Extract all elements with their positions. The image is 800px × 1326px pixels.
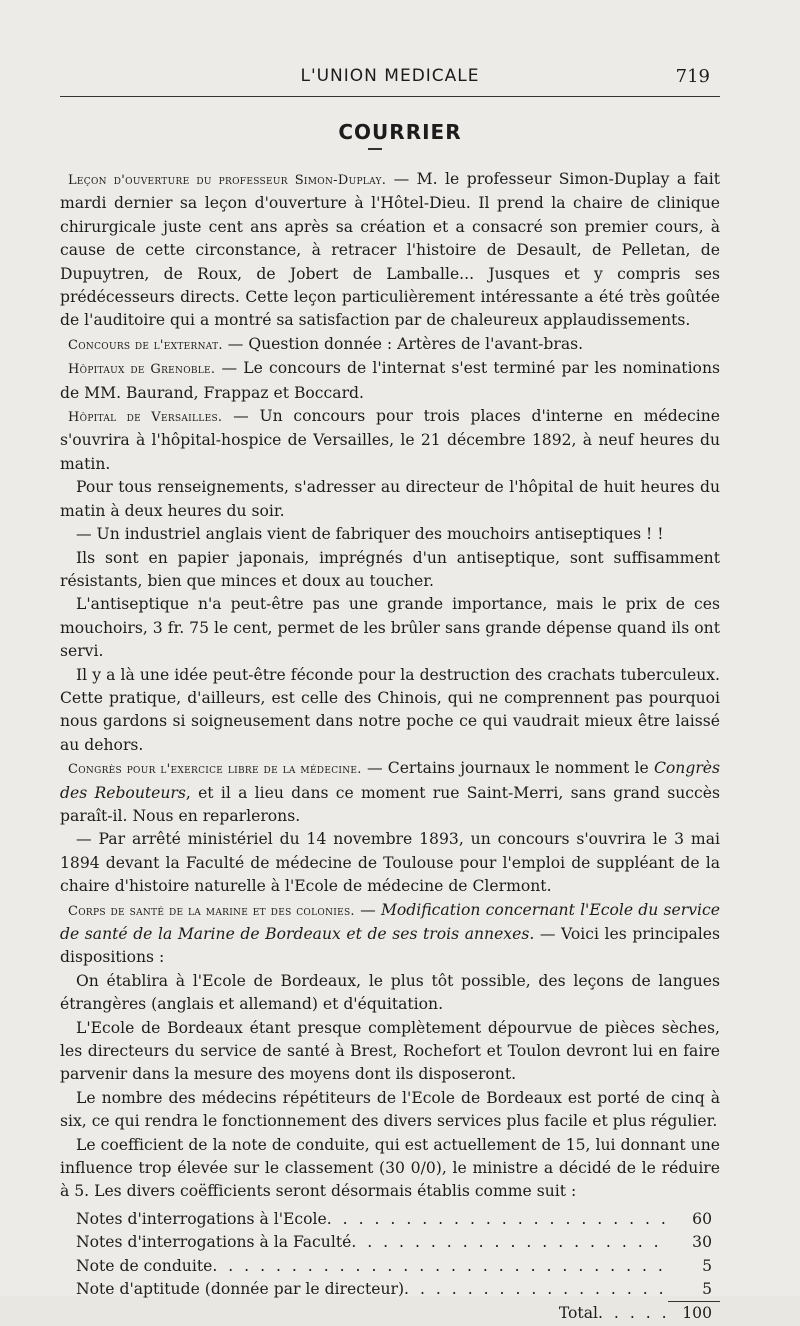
paragraph-text: — Un concours pour trois places d'interne en médecine s'ouvrira à l'hôpital-hospice de Versailles, le 21 décembre 1892, à neuf heures du matin. — [60, 407, 720, 473]
leader-dots — [598, 1302, 668, 1325]
paragraph-marine — [60, 899, 720, 970]
title-dash — [368, 148, 382, 150]
paragraph-heading: Concours de l'externat. — [68, 337, 223, 353]
coefficient-label: Note d'aptitude (donnée par le directeur) — [76, 1280, 405, 1299]
coefficient-value: 5 — [702, 1256, 712, 1275]
leader-dots — [212, 1255, 668, 1278]
paragraph-repetiteurs: Le nombre des médecins répétiteurs de l'Ecole de Bordeaux est porté de cinq à six, ce qui rendra le fonctionnement des divers services plus facile et plus régulier. — [60, 1088, 720, 1131]
coefficient-row — [60, 1208, 720, 1231]
paragraph-heading: Corps de santé de la marine et des colonies. — [68, 903, 355, 919]
article-body — [60, 168, 720, 1325]
total-value: 100 — [668, 1301, 720, 1325]
total-row — [60, 1301, 720, 1324]
page-number: 719 — [675, 66, 710, 87]
coefficient-row — [60, 1278, 720, 1301]
header-rule — [60, 96, 720, 97]
section-title: COURRIER — [338, 120, 462, 144]
paragraph-text: — M. le professeur Simon-Duplay a fait mardi dernier sa leçon d'ouverture à l'Hôtel-Dieu. Il prend la chaire de clinique chirurgicale juste cent ans après sa création et a consacré son premier cours, à cause de cette circonstance, à retracer l'histoire de Desault, de Pelletan, de Dupuytren, de Roux, de Jobert de Lamballe... Jusques et y compris ses prédécesseurs directs. Cette leçon particulièrement intéressante a été très goûtée de l'auditoire qui a montré sa satisfaction par de chaleureux applaudissements. — [60, 170, 720, 330]
paragraph-text: — Voici les principales dispositions : — [60, 925, 721, 967]
leader-dots — [327, 1208, 668, 1231]
paragraph-text: — Question donnée : Artères de l'avant-bras. — [222, 334, 584, 353]
paragraph-versailles — [60, 405, 720, 476]
paragraph-toulouse: — Par arrêté ministériel du 14 novembre 1893, un concours s'ouvrira le 3 mai 1894 devant la Faculté de médecine de Toulouse pour l'emploi de suppléant de la chaire d'histoire naturelle à l'Ecole de médecine de Clermont. — [60, 830, 720, 896]
paragraph-simon-duplay — [60, 168, 720, 333]
paragraph-pieces-seches: L'Ecole de Bordeaux étant presque complètement dépourvue de pièces sèches, les directeurs du service de santé à Brest, Rochefort et Toulon devront lui en faire parvenir dans la mesure des moyens dont ils disposeront. — [60, 1018, 720, 1084]
paragraph-grenoble — [60, 357, 720, 405]
paragraph-heading: Congrès pour l'exercice libre de la médecine. — [68, 762, 362, 778]
paragraph-heading: Leçon d'ouverture du professeur Simon-Duplay. — [68, 173, 387, 188]
paragraph-externat — [60, 333, 720, 357]
coefficient-value: 60 — [692, 1209, 712, 1228]
paragraph-text: — Certains journaux le nomment le — [361, 759, 654, 778]
paragraph-papier-japonais: Ils sont en papier japonais, imprégnés d'un antiseptique, sont suffisamment résistants, bien que minces et doux au toucher. — [60, 548, 720, 590]
paragraph-crachats: Il y a là une idée peut-être féconde pour la destruction des crachats tuberculeux. Cette pratique, d'ailleurs, est celle des Chinois, qui ne comprennent pas pourquoi nous gardons si soigneusement dans notre poche ce qui vaudrait mieux être laissé au dehors. — [60, 665, 720, 754]
paragraph-congres — [60, 757, 720, 828]
paragraph-italic: Congrès des Rebouteurs — [60, 759, 720, 802]
coefficient-label: Note de conduite — [76, 1256, 213, 1275]
coefficient-label: Notes d'interrogations à la Faculté — [76, 1233, 352, 1252]
paragraph-text: , et il a lieu dans ce moment rue Saint-Merri, sans grand succès paraît-il. Nous en reparlerons. — [60, 783, 720, 825]
coefficient-value: 5 — [702, 1280, 712, 1299]
leader-dots — [351, 1231, 668, 1254]
paragraph-italic: Modification concernant l'Ecole du service de santé de la Marine de Bordeaux et de ses trois annexes. — [60, 900, 720, 943]
total-label: Total — [558, 1304, 598, 1323]
coefficients-table — [60, 1208, 720, 1325]
running-title: L'UNION MEDICALE — [300, 66, 480, 86]
coefficient-row — [60, 1255, 720, 1278]
coefficient-value: 30 — [692, 1233, 712, 1252]
paragraph-text: — — [354, 900, 381, 919]
paragraph-coefficient: Le coefficient de la note de conduite, qui est actuellement de 15, lui donnant une influence trop élevée sur le classement (30 0/0), le ministre a décidé de le réduire à 5. Les divers coëfficients seront désormais établis comme suit : — [60, 1135, 720, 1201]
paragraph-renseignements: Pour tous renseignements, s'adresser au directeur de l'hôpital de huit heures du matin à deux heures du soir. — [60, 478, 720, 520]
coefficient-row — [60, 1231, 720, 1254]
paragraph-langues: On établira à l'Ecole de Bordeaux, le plus tôt possible, des leçons de langues étrangères (anglais et allemand) et d'équitation. — [60, 971, 720, 1014]
coefficient-label: Notes d'interrogations à l'Ecole — [76, 1209, 327, 1228]
page-header — [60, 66, 720, 92]
paragraph-heading: Hôpital de Versailles. — [68, 410, 223, 426]
paragraph-mouchoirs: — Un industriel anglais vient de fabriquer des mouchoirs antiseptiques ! ! — [76, 525, 664, 544]
paragraph-text: — Le concours de l'internat s'est terminé par les nominations de MM. Baurand, Frappaz et Boccard. — [60, 359, 720, 402]
paragraph-heading: Hôpitaux de Grenoble. — [68, 362, 216, 378]
leader-dots — [404, 1278, 668, 1301]
paragraph-antiseptique: L'antiseptique n'a peut-être pas une grande importance, mais le prix de ces mouchoirs, 3 fr. 75 le cent, permet de les brûler sans grande dépense quand ils ont servi. — [60, 595, 720, 661]
